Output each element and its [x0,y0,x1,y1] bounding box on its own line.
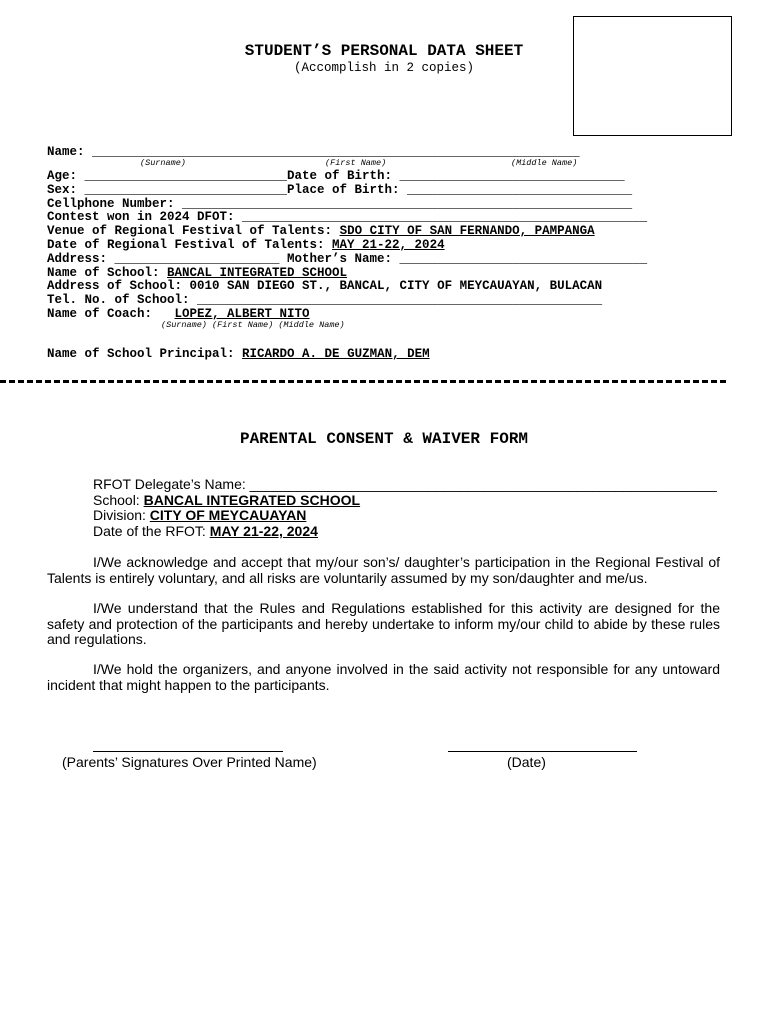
venue-value: SDO CITY OF SAN FERNANDO, PAMPANGA [339,224,595,238]
consent-school-label: School: [93,492,144,508]
date-signature-label: (Date) [507,754,546,770]
festival-date-label: Date of Regional Festival of Talents: [47,238,333,252]
contest-field[interactable]: Contest won in 2024 DFOT: ______________________________________________________ [47,210,648,224]
parent-signature-label: (Parents’ Signatures Over Printed Name) [62,754,317,770]
school-name-value: BANCAL INTEGRATED SCHOOL [167,266,348,280]
photo-box [573,16,732,136]
venue-field [47,224,595,238]
parent-signature-line[interactable] [93,751,283,752]
data-sheet-subtitle: (Accomplish in 2 copies) [293,61,475,75]
consent-paragraph-3: I/We hold the organizers, and anyone involved in the said activity not responsible for any untoward incident that might happen to the participants. [47,661,720,693]
data-sheet-title: STUDENT’S PERSONAL DATA SHEET [244,42,524,60]
division-field [93,507,306,523]
age-birthdate-field[interactable]: Age: ___________________________Date of Birth: ______________________________ [47,169,625,183]
coach-label: Name of Coach: [47,307,175,321]
consent-paragraph-1: I/We acknowledge and accept that my/our son’s/ daughter’s participation in the Regional Festival of Talents is entirely voluntary, and all risks are voluntarily assumed by my son/daughter and me/us. [47,554,720,586]
name-field[interactable]: Name: _________________________________________________________________ [47,145,580,159]
coach-value: LOPEZ, ALBERT NITO [174,307,310,321]
school-address-field: Address of School: 0010 SAN DIEGO ST., BANCAL, CITY OF MEYCAUAYAN, BULACAN [47,279,603,293]
coach-field [47,307,310,321]
consent-school-field [93,492,360,508]
school-tel-field[interactable]: Tel. No. of School: ______________________________________________________ [47,293,603,307]
festival-date-value: MAY 21-22, 2024 [332,238,445,252]
coach-hint: (Surname) (First Name) (Middle Name) [161,320,345,330]
consent-school-value: BANCAL INTEGRATED SCHOOL [143,492,361,508]
date-signature-line[interactable] [448,751,637,752]
school-name-label: Name of School: [47,266,168,280]
sex-birthplace-field[interactable]: Sex: ___________________________Place of Birth: ______________________________ [47,183,633,197]
middle-name-hint: (Middle Name) [511,158,578,168]
principal-value: RICARDO A. DE GUZMAN, DEM [242,347,430,361]
first-name-hint: (First Name) [325,158,387,168]
surname-hint: (Surname) [140,158,186,168]
rfot-date-field [93,523,318,539]
consent-title: PARENTAL CONSENT & WAIVER FORM [239,430,529,448]
principal-field [47,347,430,361]
consent-paragraph-2: I/We understand that the Rules and Regulations established for this activity are designed for the safety and protection of the participants and hereby undertake to inform my/our child to abide by these rules and regulations. [47,600,720,647]
division-value: CITY OF MEYCAUAYAN [149,507,307,523]
cut-line-divider [0,380,726,383]
rfot-date-value: MAY 21-22, 2024 [209,523,318,539]
rfot-date-label: Date of the RFOT: [93,523,210,539]
principal-label: Name of School Principal: [47,347,243,361]
venue-label: Venue of Regional Festival of Talents: [47,224,340,238]
festival-date-field [47,238,445,252]
division-label: Division: [93,507,150,523]
delegate-name-field[interactable]: RFOT Delegate’s Name: ____________________________________________________________ [93,476,717,492]
school-name-field [47,266,347,280]
cellphone-field[interactable]: Cellphone Number: ____________________________________________________________ [47,197,633,211]
address-mother-field[interactable]: Address: ______________________ Mother’s Name: _________________________________ [47,252,648,266]
